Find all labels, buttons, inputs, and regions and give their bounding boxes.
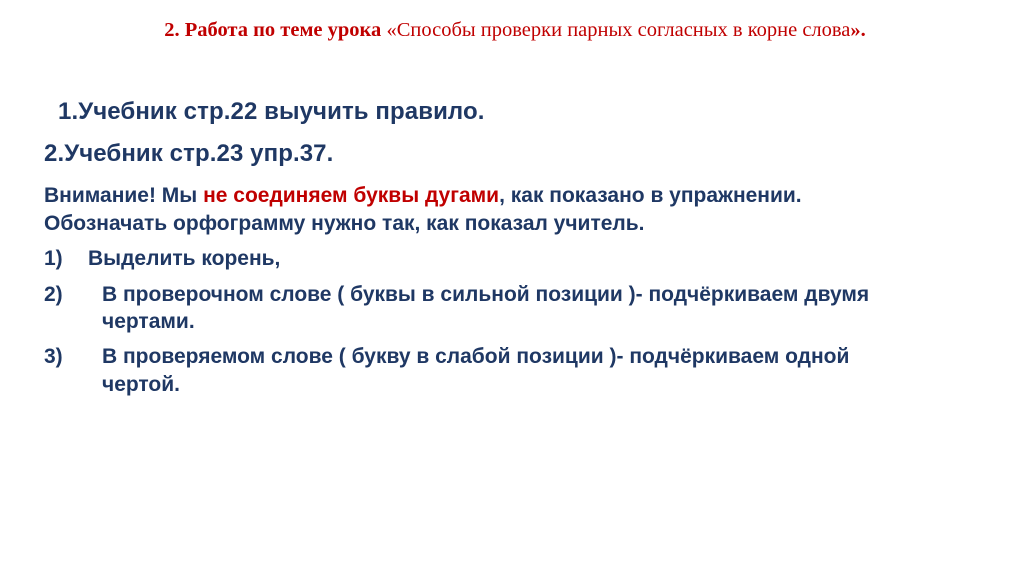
list-item-text: Выделить корень, <box>88 247 281 271</box>
slide-title <box>60 18 970 44</box>
list-item-marker: 1) <box>44 247 63 271</box>
list-item <box>44 343 894 398</box>
list-item-marker: 3) <box>44 345 63 369</box>
task-line-2: 2.Учебник стр.23 упр.37. <box>44 140 334 167</box>
slide-body <box>44 98 894 406</box>
title-part-topic-quote: «Способы проверки парных согласных в корне слова <box>386 19 851 41</box>
title-part-closing: ». <box>850 19 866 41</box>
attention-lead: Внимание! Мы <box>44 184 204 207</box>
task-line-1: 1.Учебник стр.22 выучить правило. <box>58 98 485 125</box>
title-part-lesson-topic-intro: 2. Работа по теме урока <box>164 19 387 41</box>
steps-list <box>44 245 894 397</box>
list-item-marker: 2) <box>44 282 63 306</box>
list-item-text: В проверочном слове ( буквы в сильной позиции )- подчёркиваем двумя чертами. <box>102 282 870 334</box>
list-item-text: В проверяемом слове ( букву в слабой позиции )- подчёркиваем одной чертой. <box>102 345 850 396</box>
attention-rest: , как показано в упражнении. Обозначать орфограмму нужно так, как показал учитель. <box>44 184 802 235</box>
attention-paragraph <box>44 182 844 237</box>
list-item <box>44 245 894 272</box>
list-item <box>44 281 894 336</box>
attention-highlight: не соединяем буквы дугами <box>203 184 500 207</box>
